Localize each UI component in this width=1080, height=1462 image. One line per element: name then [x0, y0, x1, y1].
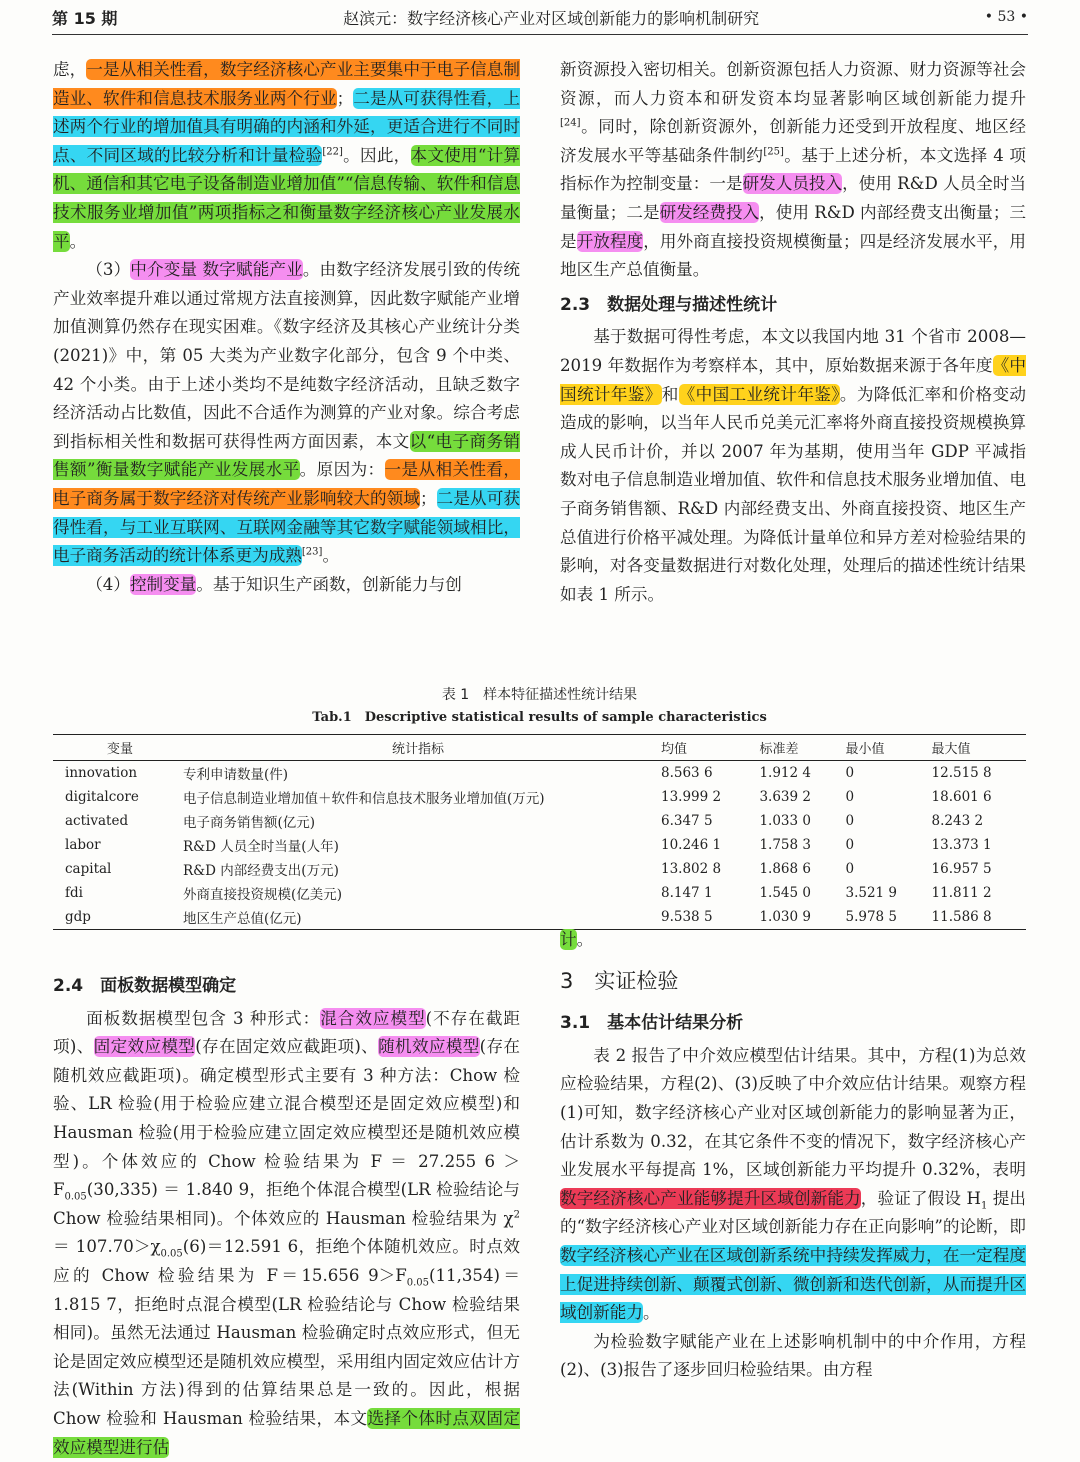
highlight-cyan: 数字经济核心产业在区域创新系统中持续发挥威力，在一定程度上促进持续创新、颠覆式创新、微创新和迭代创新，从而提升区域创新能力 [560, 1245, 1026, 1323]
table-cell: 13.802 8 [661, 861, 722, 877]
table-cell: 1.033 0 [759, 813, 811, 829]
text: (存在固定效应截距项)、 [195, 1037, 379, 1057]
highlight-yellow: 《中国统计年鉴》 [560, 355, 1026, 404]
left-column-bottom [53, 966, 520, 1462]
paragraph [560, 926, 1026, 955]
text: 。 [576, 930, 594, 949]
text: 。因此， [342, 145, 411, 165]
text: 基于数据可得性考虑，本文以我国内地 31 个省市 2008—2019 年数据作为考察样本，其中，原始数据来源于各年度 [560, 327, 1026, 375]
paragraph [560, 1042, 1026, 1328]
table-cell: gdp [53, 905, 179, 930]
table-cell: 11.586 8 [928, 905, 1026, 930]
citation: [22] [322, 146, 343, 158]
text: 。 [642, 1303, 660, 1323]
text: (11,354)＝1.815 7，拒绝时点混合模型(LR 检验结论与 Chow 检验结果相同)。虽然无法通过 Hausman 检验确定时点效应形式，但无论是固定效应模型还是随机效应模型，采用组内固定效应估计方法(Within 方法)得到的估算结果总是一致的。因此，根据 Chow 检验和 Hausman 检验结果，本文 [53, 1265, 520, 1428]
text: 。为降低汇率和价格变动造成的影响，以当年人民币兑美元汇率将外商直接投资规模换算成人民币计价，并以 2007 年为基期，使用当年 GDP 平减指数对电子信息制造业增加值、软件和信息技术服务业增加值、电子商务销售额、R&D 内部经费支出、外商直接投资、地区生产总值进行价格平减处理。为降低计量单位和异方差对检验结果的影响，对各变量数据进行对数化处理，处理后的描述性统计结果如表 1 所示。 [560, 384, 1027, 604]
table-caption-cn: 表 1 样本特征描述性统计结果 [441, 687, 638, 703]
highlight-pink: 控制变量 [129, 574, 197, 594]
text: (存在随机效应截距项)。确定模型形式主要有 3 种方法：Chow 检验、LR 检验(用于检验应建立混合模型还是固定效应模型)和 Hausman 检验(用于检验应建立固定效应模型还是随机效应模型)。个体效应的 Chow 检验结果为 F ＝ 27.255 6 ＞ F [53, 1037, 520, 1200]
highlight-orange: 一是从相关性看，电子商务属于数字经济对传统产业影响较大的领域 [53, 460, 521, 508]
column-header: 变量 [53, 735, 179, 761]
paragraph [560, 1328, 1026, 1385]
table-row [53, 833, 1026, 857]
table-cell: 13.999 2 [661, 789, 722, 805]
left-column-top [53, 56, 520, 599]
text: ，验证了假设 H [860, 1188, 981, 1208]
table-cell: R&D 内部经费支出(万元) [183, 863, 339, 879]
table-cell: 0 [845, 789, 855, 805]
table-cell: 5.978 5 [841, 905, 927, 930]
table-cell: 8.563 6 [661, 765, 713, 781]
text: ，使用 R&D 内部经费支出衡量；三是 [560, 202, 1027, 251]
table-cell: 0 [845, 813, 855, 829]
text: 。基于知识生产函数，创新能力与创 [196, 574, 462, 594]
text: 表 2 报告了中介效应模型估计结果。其中，方程(1)为总效应检验结果，方程(2)、(3)反映了中介效应估计结果。观察方程(1)可知，数字经济核心产业对区域创新能力的影响显著为正，估计系数为 0.32，在其它条件不变的情况下，数字经济核心产业发展水平每提高 1%，区域创新能力平均提升 0.32%，表明 [560, 1045, 1026, 1180]
text: (30,335) ＝ 1.840 9，拒绝个体混合模型(LR 检验结论与 Chow 检验结果相同)。个体效应的 Hausman 检验结果为 χ [53, 1180, 520, 1228]
table-row [53, 809, 1026, 833]
text: ； [420, 488, 437, 508]
paragraph [53, 1005, 520, 1462]
table-cell: capital [65, 861, 112, 877]
text: （4） [86, 574, 130, 594]
table-row [53, 881, 1026, 905]
issue-number: 第 15 期 [52, 8, 118, 28]
text: 。 [69, 231, 87, 251]
column-header: 统计指标 [179, 735, 657, 761]
table-cell: digitalcore [65, 789, 139, 805]
table-cell: 8.147 1 [661, 885, 713, 901]
text: 面板数据模型包含 3 种形式： [86, 1008, 321, 1028]
table-cell: 1.912 4 [759, 765, 811, 781]
highlight-pink: 固定效应模型 [93, 1037, 196, 1057]
highlight-pink: 研发经费投入 [659, 202, 760, 222]
table-cell: labor [65, 837, 101, 853]
table-cell: 11.811 2 [931, 885, 992, 901]
text: ； [336, 88, 354, 108]
column-header: 最大值 [928, 735, 1026, 761]
table-cell: 0 [845, 837, 855, 853]
right-column-top [560, 56, 1026, 609]
highlight-pink: 开放程度 [576, 231, 644, 251]
table-cell: innovation [65, 765, 138, 781]
citation: [25] [763, 146, 784, 158]
text: (不存在截距项)、 [53, 1008, 521, 1057]
table-caption-en: Tab.1 Descriptive statistical results of sample characteristics [312, 710, 767, 725]
descriptive-stats-table [53, 734, 1026, 930]
text: 。基于上述分析，本文选择 4 项指标作为控制变量：一是 [560, 145, 1027, 194]
paragraph [560, 323, 1026, 609]
highlight-green: 本文使用“计算机、通信和其它电子设备制造业增加值”“信息传输、软件和信息技术服务业增加值”两项指标之和衡量数字经济核心产业发展水平 [53, 145, 521, 251]
highlight-pink: 随机效应模型 [378, 1037, 480, 1057]
subscript: 0.05 [160, 1248, 183, 1260]
paragraph [560, 56, 1026, 285]
highlight-yellow: 《中国工业统计年鉴》 [678, 384, 840, 404]
table-header-row [53, 735, 1026, 761]
table-cell: 1.868 6 [759, 861, 811, 877]
highlight-pink: 研发人员投入 [742, 174, 843, 194]
paragraph [53, 256, 520, 571]
table-row [53, 785, 1026, 809]
table-cell: 地区生产总值(亿元) [179, 905, 657, 930]
text: ＝ 107.70＞χ [53, 1237, 161, 1257]
table-cell: activated [65, 813, 129, 829]
citation: [24] [560, 117, 581, 129]
citation: [23] [301, 546, 323, 558]
table-cell: 1.758 3 [759, 837, 811, 853]
text: 和 [661, 384, 679, 404]
column-header: 最小值 [841, 735, 927, 761]
table-row [53, 761, 1026, 786]
subscript: 0.05 [406, 1277, 429, 1289]
text: ，使用 R&D 人员全时当量衡量；二是 [560, 174, 1027, 222]
table-cell: 13.373 1 [931, 837, 992, 853]
highlight-pink: 混合效应模型 [320, 1008, 426, 1028]
right-column-bottom [560, 926, 1026, 1385]
text: 提出的“数字经济核心产业对区域创新能力存在正向影响”的论断，即 [560, 1188, 1027, 1237]
table-cell: 1.545 0 [759, 885, 811, 901]
table-cell: 6.347 5 [661, 813, 713, 829]
table-cell: R&D 人员全时当量(人年) [183, 839, 339, 855]
table-cell: 16.957 5 [931, 861, 992, 877]
page-number: • 53 • [984, 9, 1028, 25]
section-heading: 2.3 数据处理与描述性统计 [560, 294, 778, 315]
table-cell: 0 [845, 765, 855, 781]
table-cell: 12.515 8 [931, 765, 992, 781]
highlight-orange: 一是从相关性看，数字经济核心产业主要集中于电子信息制造业、软件和信息技术服务业两个行业 [53, 60, 521, 108]
table-cell: 9.538 5 [657, 905, 755, 930]
highlight-red: 数字经济核心产业能够提升区域创新能力 [560, 1188, 861, 1208]
table-cell: 3.521 9 [845, 885, 898, 901]
table-cell: 8.243 2 [931, 813, 984, 829]
column-header: 均值 [657, 735, 755, 761]
chapter-heading: 3 实证检验 [560, 968, 679, 993]
table-cell: 电子信息制造业增加值＋软件和信息技术服务业增加值(万元) [183, 791, 545, 807]
subscript: 0.05 [64, 1191, 87, 1203]
running-title: 赵滨元：数字经济核心产业对区域创新能力的影响机制研究 [343, 8, 760, 28]
highlight-green: 以“电子商务销售额”衡量数字赋能产业发展水平 [53, 431, 521, 480]
table-row [53, 857, 1026, 881]
highlight-pink: 中介变量 数字赋能产业 [130, 260, 303, 280]
text: 。原因为： [299, 460, 385, 480]
table-cell: 电子商务销售额(亿元) [183, 815, 316, 831]
text: 。 [322, 546, 340, 566]
column-header: 标准差 [755, 735, 841, 761]
text: ，用外商直接投资规模衡量；四是经济发展水平，用地区生产总值衡量。 [560, 231, 1027, 280]
text: （3） [86, 260, 131, 280]
table-cell: 3.639 2 [759, 789, 811, 805]
section-heading: 2.4 面板数据模型确定 [53, 976, 237, 996]
text: (6)＝12.591 6，拒绝个体随机效应。时点效应的 Chow 检验结果为 F＝15.656 9＞F [53, 1237, 520, 1285]
table-cell: 外商直接投资规模(亿美元) [183, 887, 343, 903]
section-heading: 3.1 基本估计结果分析 [560, 1013, 744, 1034]
highlight-green: 计 [560, 930, 577, 949]
subscript: 1 [980, 1200, 988, 1212]
text: 。同时，除创新资源外，创新能力还受到开放程度、地区经济发展水平等基础条件制约 [560, 117, 1026, 165]
highlight-cyan: 二是从可获得性看，与工业互联网、互联网金融等其它数字赋能领域相比，电子商务活动的统计体系更为成熟 [53, 488, 521, 566]
table-cell: 1.030 9 [755, 905, 841, 930]
table-cell: 专利申请数量(件) [183, 767, 289, 783]
paragraph [53, 56, 520, 256]
table-1 [53, 684, 1026, 930]
paragraph [53, 571, 520, 600]
page-header [52, 0, 1028, 35]
table-cell: 0 [845, 861, 855, 877]
table-cell: 18.601 6 [931, 789, 992, 805]
text: 新资源投入密切相关。创新资源包括人力资源、财力资源等社会资源，而人力资本和研发资本均显著影响区域创新能力提升 [560, 60, 1026, 108]
superscript: 2 [513, 1209, 520, 1221]
highlight-green: 选择个体时点双固定效应模型进行估 [53, 1408, 520, 1457]
text: 虑， [53, 60, 87, 79]
table-cell: 10.246 1 [661, 837, 722, 853]
text: 。由数字经济发展引致的传统产业效率提升难以通过常规方法直接测算，因此数字赋能产业增加值测算仍然存在现实困难。《数字经济及其核心产业统计分类(2021)》中，第 05 大类为产业数字化部分，包含 9 个中类、42 个小类。由于上述小类均不是纯数字经济活动，且缺乏数字经济活动占比数值，因此不合适作为测算的产业对象。综合考虑到指标相关性和数据可获得性两方面因素，本文 [53, 260, 521, 451]
highlight-cyan: 二是从可获得性看，上述两个行业的增加值具有明确的内涵和外延，更适合进行不同时点、不同区域的比较分析和计量检验 [53, 88, 521, 165]
table-cell: fdi [65, 885, 83, 901]
text: 为检验数字赋能产业在上述影响机制中的中介作用，方程(2)、(3)报告了逐步回归检验结果。由方程 [560, 1331, 1026, 1380]
